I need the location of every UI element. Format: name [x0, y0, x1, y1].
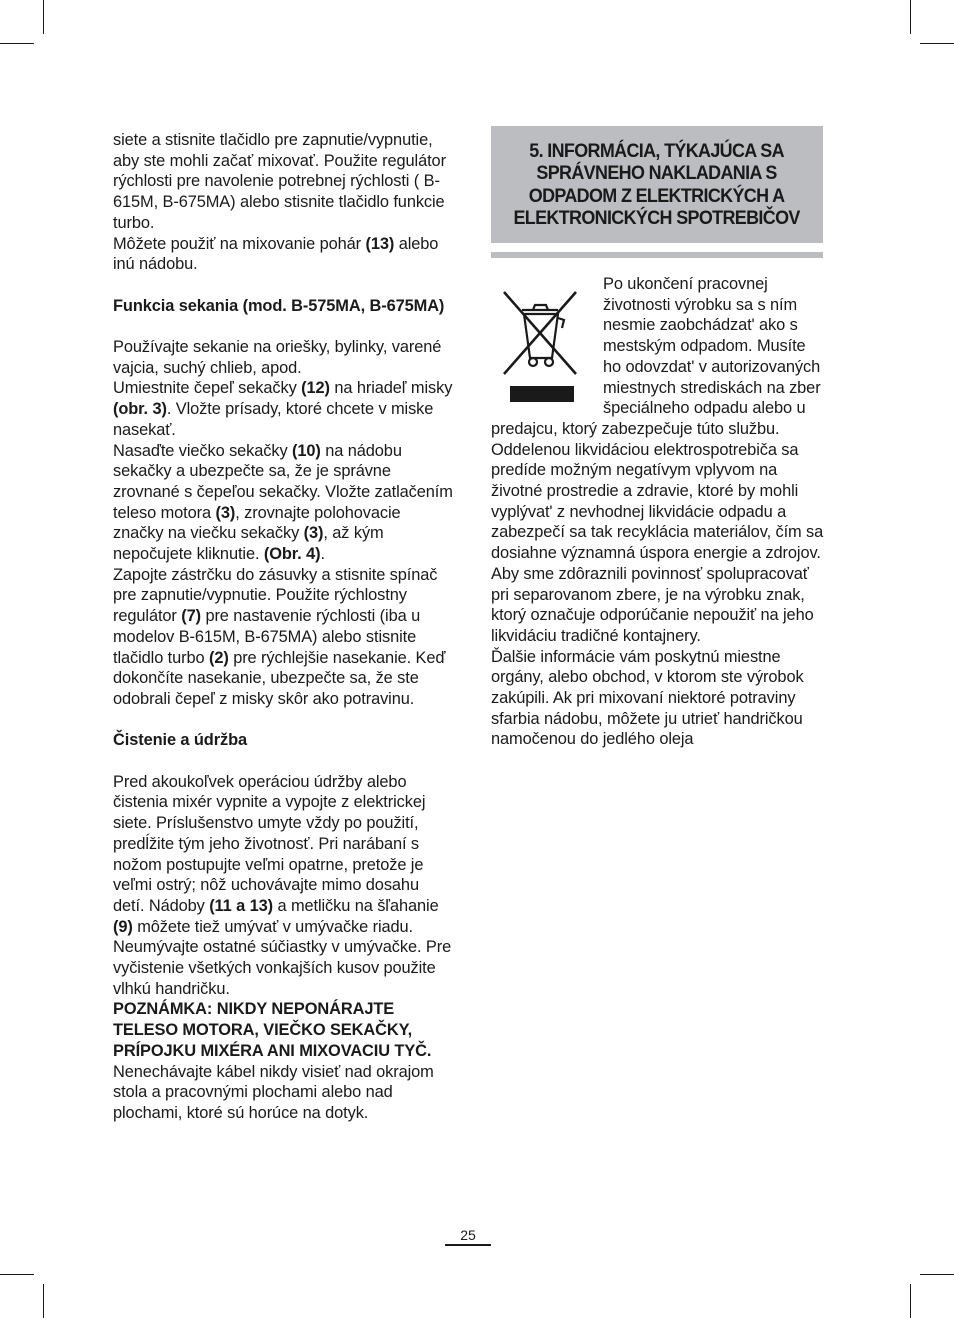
section-divider — [491, 252, 823, 258]
note-warning: POZNÁMKA: NIKDY NEPONÁRAJTE TELESO MOTORA, VIEČKO SEKAČKY, PRÍPOJKU MIXÉRA ANI MIXOVACIU TYČ. — [113, 1000, 432, 1060]
page-number-underline — [445, 1244, 491, 1246]
clean-heading: Čistenie a údržba — [113, 731, 248, 750]
crop-mark — [920, 43, 954, 44]
crop-mark — [43, 0, 44, 34]
crop-mark — [910, 1284, 911, 1318]
chop-heading: Funkcia sekania (mod. B-575MA, B-675MA) — [113, 296, 445, 315]
crop-mark — [0, 1274, 34, 1275]
section-heading-box — [491, 126, 823, 243]
disposal-paragraph-1: Po ukončení pracovnej životnosti výrobku sa s ním nesmie zaobchádzat' ako s mestským odpadom. Musíte ho odovzdat' v autorizovaných miestnych strediskách na zber špeciálneho odpadu alebo u predajcu, ktorý zabezpečuje túto službu. Oddelenou likvidáciou elektrospotrebiča sa predíde možným negatívym vplyvom na životné prostredie a zdravie, ktoré by mohli vyplývat' z nevhodnej likvidácie odpadu a zabezpečí sa tak recyklácia materiálov, čím sa dosiahne významná úspora energie a zdrojov. — [491, 275, 824, 563]
icon-spacer — [491, 274, 603, 414]
page-number: 25 — [460, 1227, 476, 1243]
left-column — [113, 130, 453, 1124]
clean-paragraph: Pred akoukoľvek operáciou údržby alebo čistenia mixér vypnite a vypojte z elektrickej siete. Príslušenstvo umyte vždy po použití, predĺžite tým jeho životnosť. Pri narábaní s nožom postupujte veľmi opatrne, pretože je veľmi ostrý; nôž uchovávajte mimo dosahu detí. Nádoby (11 a 13) a metličku na šľahanie (9) môžete tiež umývať v umývačke riadu. Neumývajte ostatné súčiastky v umývačke. Pre vyčistenie všetkých vonkajších kusov použite vlhkú handričku. POZNÁMKA: NIKDY NEPONÁRAJTE TELESO MOTORA, VIEČKO SEKAČKY, PRÍPOJKU MIXÉRA ANI MIXOVACIU TYČ. Nenechávajte kábel nikdy visieť nad okrajom stola a pracovnými plochami alebo nad plochami, ktoré sú horúce na dotyk. — [113, 772, 452, 1122]
intro-paragraph: siete a stisnite tlačidlo pre zapnutie/vypnutie, aby ste mohli začať mixovať. Použite regulátor rýchlosti pre navolenie potrebnej rýchlosti ( B-615M, B-675MA) alebo stisnite tlačidlo funkcie turbo. Môžete použiť na mixovanie pohár (13) alebo inú nádobu. — [113, 131, 446, 274]
chop-paragraph: Používajte sekanie na oriešky, bylinky, varené vajcia, suchý chlieb, apod. Umiestnite čepeľ sekačky (12) na hriadeľ misky (obr. 3). Vložte prísady, ktoré chcete v miske nasekať. Nasaďte viečko sekačky (10) na nádobu sekačky a ubezpečte sa, že je správne zrovnané s čepeľou sekačky. Vložte zatlačením teleso motora (3), zrovnajte polohovacie značky na viečku sekačky (3), až kým nepočujete kliknutie. (Obr. 4). Zapojte zástrčku do zásuvky a stisnite spínač pre zapnutie/vypnutie. Použite rýchlostny regulátor (7) pre nastavenie rýchlosti (iba u modelov B-615M, B-675MA) alebo stisnite tlačidlo turbo (2) pre rýchlejšie nasekanie. Keď dokončíte nasekanie, ubezpečte sa, že ste odobrali čepeľ z misky skôr ako potravinu. — [113, 338, 453, 708]
crop-mark — [43, 1284, 44, 1318]
crop-mark — [0, 43, 34, 44]
disposal-paragraph-2: Aby sme zdôraznili povinnosť spolupracovať pri separovanom zbere, je na výrobku znak, ktorý označuje odporúčanie nepoužiť na jeho likvidáciu tradičné kontajnery. — [491, 564, 814, 645]
section-heading: 5. INFORMÁCIA, TÝKAJÚCA SA SPRÁVNEHO NAKLADANIA S ODPADOM Z ELEKTRICKÝCH A ELEKTRONICKÝCH SPOTREBIČOV — [513, 139, 801, 229]
right-column — [491, 274, 825, 750]
crop-mark — [910, 0, 911, 34]
disposal-paragraph-3: Ďalšie informácie vám poskytnú miestne orgány, alebo obchod, v ktorom ste výrobok zakúpili. Ak pri mixovaní niektoré potraviny sfarbia nádobu, môžete ju utrieť handričkou namočenou do jedlého oleja — [491, 647, 804, 749]
crop-mark — [920, 1274, 954, 1275]
